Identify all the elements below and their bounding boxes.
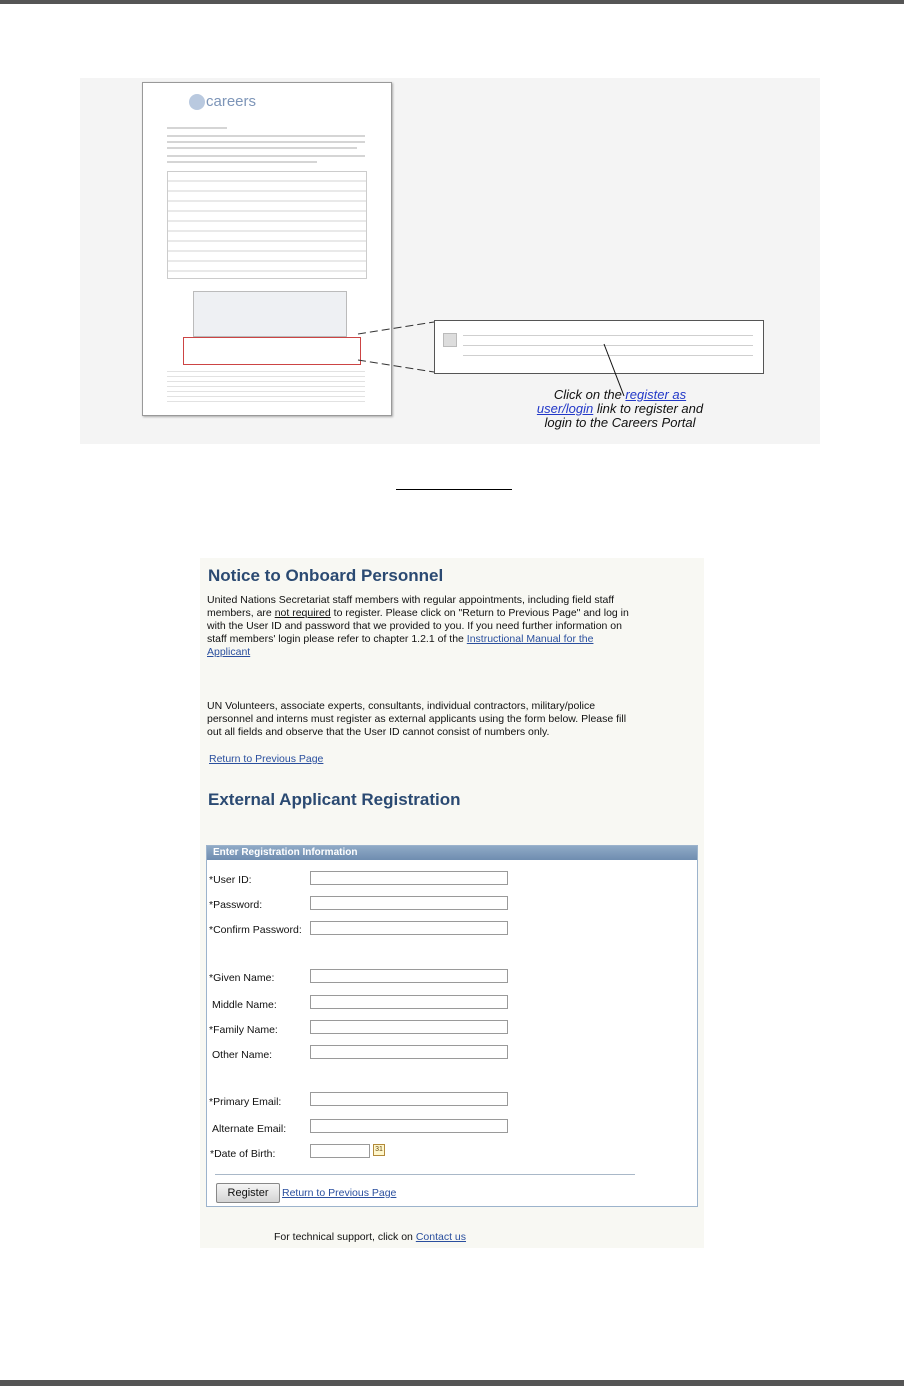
middle-name-input[interactable] [310, 995, 508, 1009]
register-as-user-login-link[interactable]: register as user/login [536, 387, 687, 416]
instructional-manual-link[interactable]: Instructional Manual for the Applicant [207, 633, 594, 658]
alternate-email-label: Alternate Email: [212, 1123, 287, 1135]
connector-bottom [358, 360, 434, 372]
date-of-birth-input[interactable] [310, 1144, 370, 1158]
user-id-input[interactable] [310, 871, 508, 885]
return-to-previous-page-link-bottom[interactable]: Return to Previous Page [282, 1187, 397, 1199]
given-name-label: *Given Name: [209, 972, 275, 984]
careers-logo: careers [189, 93, 256, 110]
connector-top [358, 322, 434, 334]
notice-paragraph-staff: United Nations Secretariat staff members with regular appointments, including field staff members, are not required to register. Please click on "Return to Previous Page" and log in with the User ID and password that we provided to you. If you need further information on staff members' login please refer to chapter 1.2.1 of the Instructional Manual for the Applicant [207, 594, 629, 658]
other-name-label: Other Name: [212, 1049, 273, 1061]
confirm-password-label: *Confirm Password: [209, 924, 302, 936]
registration-panel [206, 845, 698, 1207]
middle-name-label: Middle Name: [212, 999, 277, 1011]
alternate-email-input[interactable] [310, 1119, 508, 1133]
date-of-birth-label: *Date of Birth: [210, 1148, 276, 1160]
return-to-previous-page-link[interactable]: Return to Previous Page [209, 753, 324, 765]
password-input[interactable] [310, 896, 508, 910]
confirm-password-input[interactable] [310, 921, 508, 935]
technical-support-line: For technical support, click on Contact us [274, 1231, 467, 1243]
notice-paragraph-external: UN Volunteers, associate experts, consultants, individual contractors, military/police personnel and interns must register as external applicants using the form below. Please fill out all fields and observe that the User ID cannot consist of numbers only. [207, 700, 627, 738]
notice-title: Notice to Onboard Personnel [208, 566, 444, 585]
contact-us-link[interactable]: Contact us [415, 1231, 467, 1243]
registration-title: External Applicant Registration [208, 790, 461, 809]
primary-email-input[interactable] [310, 1092, 508, 1106]
user-id-label: *User ID: [209, 874, 252, 886]
panel-header: Enter Registration Information [207, 846, 697, 860]
password-label: *Password: [209, 899, 263, 911]
bottom-border [0, 1380, 904, 1386]
figure-divider [396, 489, 512, 490]
calendar-icon[interactable]: 31 [373, 1144, 385, 1156]
register-button[interactable]: Register [216, 1183, 280, 1203]
given-name-input[interactable] [310, 969, 508, 983]
callout-connectors [80, 78, 820, 444]
other-name-input[interactable] [310, 1045, 508, 1059]
family-name-input[interactable] [310, 1020, 508, 1034]
family-name-label: *Family Name: [209, 1024, 278, 1036]
primary-email-label: *Primary Email: [209, 1096, 282, 1108]
registration-page-figure [200, 558, 704, 1248]
careers-portal-figure [80, 78, 820, 444]
callout-text: Click on the register as user/login link to register and login to the Careers Portal [536, 387, 704, 430]
form-separator [215, 1174, 635, 1175]
top-border [0, 0, 904, 4]
